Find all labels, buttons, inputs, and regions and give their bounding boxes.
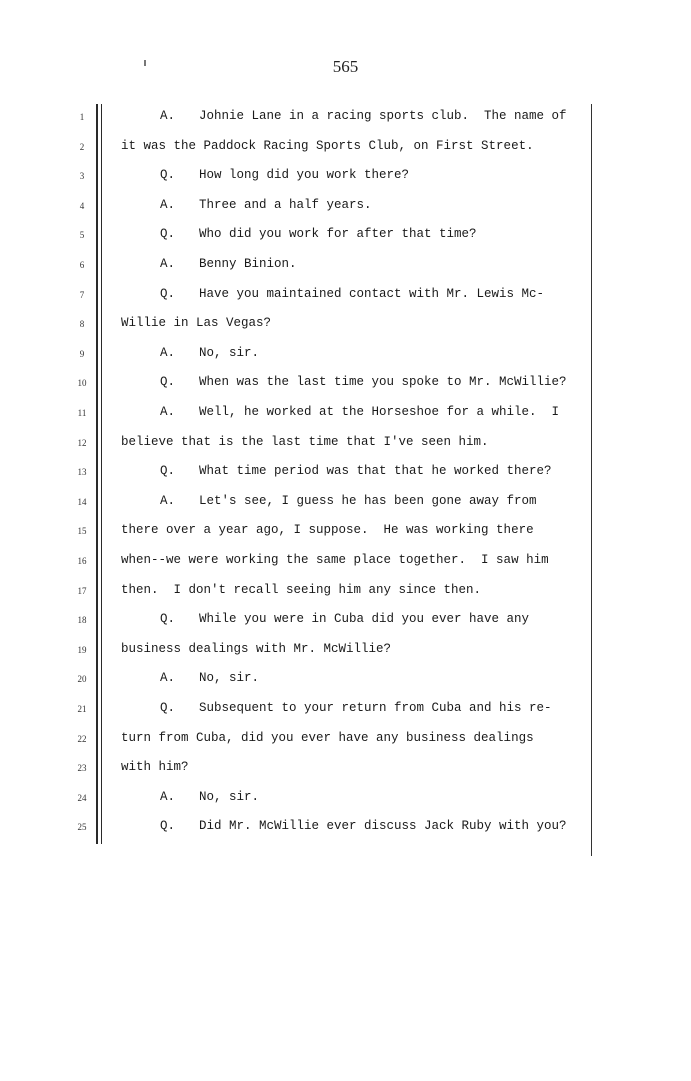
transcript-line <box>121 139 534 153</box>
line-number: 11 <box>77 408 87 418</box>
line-number: 24 <box>77 793 87 803</box>
transcript-line <box>160 168 409 182</box>
line-text: turn from Cuba, did you ever have any business dealings <box>121 731 534 745</box>
line-text: What time period was that that he worked there? <box>199 464 552 478</box>
line-number: 23 <box>77 763 87 773</box>
speaker-label: A. <box>160 494 176 508</box>
line-number: 17 <box>77 586 87 596</box>
line-number: 3 <box>79 171 85 181</box>
speaker-label: Q. <box>160 464 176 478</box>
transcript-line <box>121 553 549 567</box>
transcript-line <box>121 523 534 537</box>
line-text: Who did you work for after that time? <box>199 227 477 241</box>
line-number: 22 <box>77 734 87 744</box>
line-text: with him? <box>121 760 189 774</box>
transcript-line <box>160 405 559 419</box>
page-number: 565 <box>332 57 359 76</box>
speaker-label: A. <box>160 346 176 360</box>
transcript-line <box>121 435 489 449</box>
transcript-line <box>160 464 552 478</box>
line-text: there over a year ago, I suppose. He was working there <box>121 523 534 537</box>
transcript-line <box>160 790 259 804</box>
transcript-line <box>160 494 537 508</box>
transcript-line <box>160 287 544 301</box>
transcript-line <box>121 642 391 656</box>
line-number: 5 <box>79 230 85 240</box>
speaker-label: Q. <box>160 168 176 182</box>
line-text: How long did you work there? <box>199 168 410 182</box>
line-number: 6 <box>79 260 85 270</box>
line-text: believe that is the last time that I've seen him. <box>121 435 489 449</box>
transcript-line <box>160 375 567 389</box>
speaker-label: A. <box>160 405 176 419</box>
line-number: 20 <box>77 674 87 684</box>
line-text: business dealings with Mr. McWillie? <box>121 642 392 656</box>
speaker-label: Q. <box>160 375 176 389</box>
line-text: Willie in Las Vegas? <box>121 316 272 330</box>
line-text: No, sir. <box>199 346 260 360</box>
transcript-line <box>121 316 271 330</box>
line-number: 7 <box>79 290 85 300</box>
left-margin-rule <box>96 104 98 844</box>
transcript-line <box>160 257 297 271</box>
line-number: 4 <box>79 201 85 211</box>
transcript-line <box>160 671 259 685</box>
line-number: 16 <box>77 556 87 566</box>
speaker-label: Q. <box>160 612 176 626</box>
transcript-line <box>121 731 534 745</box>
line-number: 19 <box>77 645 87 655</box>
line-number: 12 <box>77 438 87 448</box>
line-text: it was the Paddock Racing Sports Club, on First Street. <box>121 139 534 153</box>
line-text: When was the last time you spoke to Mr. McWillie? <box>199 375 567 389</box>
line-text: Well, he worked at the Horseshoe for a while. I <box>199 405 560 419</box>
transcript-line <box>160 701 552 715</box>
line-text: then. I don't recall seeing him any since then. <box>121 583 482 597</box>
transcript-line <box>160 819 567 833</box>
line-number: 9 <box>79 349 85 359</box>
speaker-label: A. <box>160 671 176 685</box>
line-number: 13 <box>77 467 87 477</box>
speaker-label: A. <box>160 198 176 212</box>
speaker-label: Q. <box>160 819 176 833</box>
transcript-line <box>160 198 372 212</box>
line-number: 2 <box>79 142 85 152</box>
line-text: Subsequent to your return from Cuba and his re- <box>199 701 552 715</box>
speaker-label: A. <box>160 109 176 123</box>
line-text: Did Mr. McWillie ever discuss Jack Ruby with you? <box>199 819 567 833</box>
line-number: 14 <box>77 497 87 507</box>
line-number: 25 <box>77 822 87 832</box>
line-text: Benny Binion. <box>199 257 297 271</box>
right-margin-rule <box>591 104 592 856</box>
line-number: 21 <box>77 704 87 714</box>
transcript-line <box>121 760 189 774</box>
transcript-line <box>160 109 567 123</box>
transcript-line <box>160 227 477 241</box>
speaker-label: Q. <box>160 287 176 301</box>
line-text: Have you maintained contact with Mr. Lewis Mc- <box>199 287 545 301</box>
line-text: While you were in Cuba did you ever have any <box>199 612 530 626</box>
line-text: No, sir. <box>199 671 260 685</box>
line-text: No, sir. <box>199 790 260 804</box>
transcript-line <box>160 612 529 626</box>
line-text: when--we were working the same place together. I saw him <box>121 553 549 567</box>
speaker-label: Q. <box>160 701 176 715</box>
line-text: Johnie Lane in a racing sports club. The name of <box>199 109 567 123</box>
line-number: 1 <box>79 112 85 122</box>
line-text: Let's see, I guess he has been gone away from <box>199 494 537 508</box>
speaker-label: A. <box>160 257 176 271</box>
speaker-label: Q. <box>160 227 176 241</box>
line-number: 18 <box>77 615 87 625</box>
transcript-line <box>160 346 259 360</box>
left-margin-rule-inner <box>101 104 102 844</box>
line-number: 10 <box>77 378 87 388</box>
line-number: 15 <box>77 526 87 536</box>
line-number: 8 <box>79 319 85 329</box>
scan-speck <box>144 60 146 66</box>
line-text: Three and a half years. <box>199 198 372 212</box>
transcript-line <box>121 583 481 597</box>
speaker-label: A. <box>160 790 176 804</box>
